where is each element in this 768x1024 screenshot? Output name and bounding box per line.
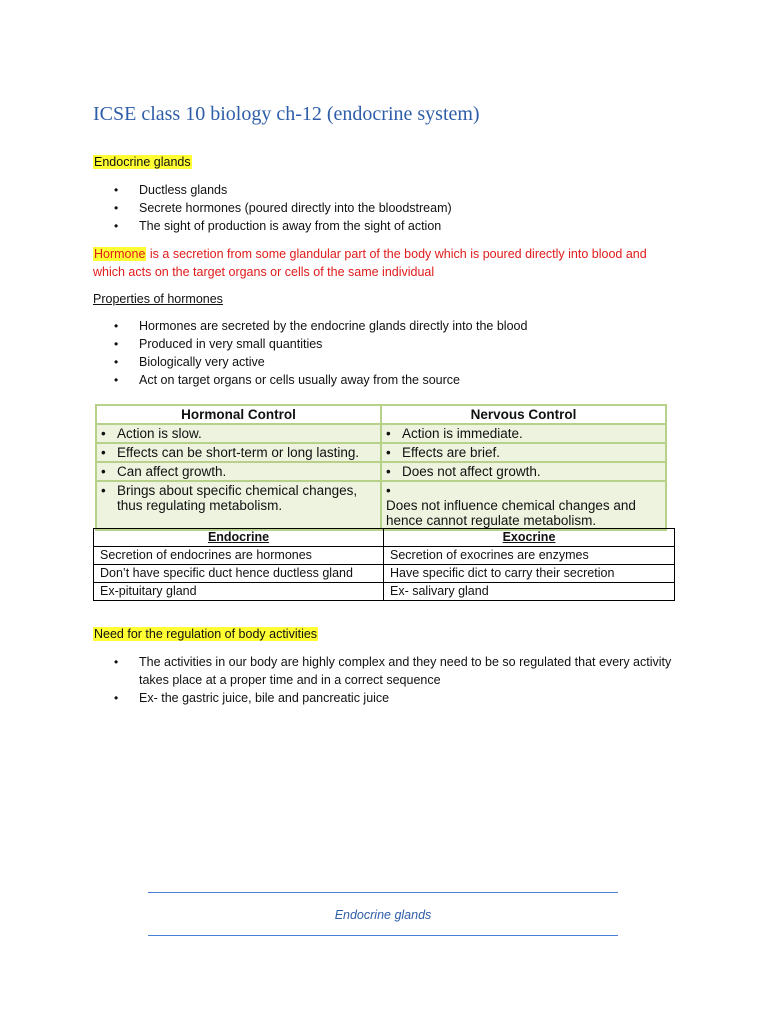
list-item-text: Ductless glands [139, 183, 228, 197]
list-item-text: Act on target organs or cells usually away from the source [139, 373, 460, 387]
document-title: ICSE class 10 biology ch-12 (endocrine system) [93, 103, 480, 125]
list-item [93, 217, 452, 235]
bullet-icon: • [386, 445, 391, 460]
hormonal-vs-nervous-table [95, 404, 667, 531]
bullet-icon: • [101, 464, 106, 479]
bullet-icon: • [386, 464, 391, 479]
list-item [93, 199, 452, 217]
table-cell: Ex-pituitary gland [94, 583, 384, 601]
list-item [93, 371, 527, 389]
cell-text: Effects are brief. [402, 445, 501, 460]
hormone-definition-text: is a secretion from some glandular part of the body which is poured directly into blood and which acts on the target organs or cells of the same individual [93, 247, 647, 279]
hormone-definition [93, 245, 675, 281]
bullet-icon: • [101, 483, 106, 498]
endocrine-glands-list [93, 181, 452, 235]
bullet-icon: • [114, 319, 119, 333]
list-item-text: Ex- the gastric juice, bile and pancreatic juice [139, 691, 390, 705]
list-item [93, 653, 675, 689]
table-cell [96, 481, 381, 530]
regulation-heading [93, 625, 318, 643]
bullet-icon: • [386, 483, 391, 498]
endocrine-vs-exocrine-table [93, 528, 675, 601]
cell-text: Effects can be short-term or long lasting. [117, 445, 360, 460]
table-header-row [96, 405, 666, 424]
bullet-icon: • [114, 219, 119, 233]
hormone-term: Hormone [94, 247, 146, 261]
table-cell [381, 481, 666, 530]
bullet-icon: • [114, 691, 119, 705]
table-cell: Have specific dict to carry their secretion [384, 565, 675, 583]
bullet-icon: • [114, 183, 119, 197]
list-item [93, 317, 527, 335]
bullet-icon: • [101, 445, 106, 460]
nervous-control-header: Nervous Control [381, 405, 666, 424]
list-item-text: Produced in very small quantities [139, 337, 323, 351]
table-header-row [94, 529, 675, 547]
list-item [93, 689, 675, 707]
bullet-icon: • [114, 655, 119, 669]
regulation-list [93, 653, 675, 707]
table-cell [381, 443, 666, 462]
endocrine-header: Endocrine [94, 529, 384, 547]
table-cell [96, 443, 381, 462]
page-footer [148, 892, 618, 936]
table-cell [381, 424, 666, 443]
footer-text: Endocrine glands [334, 908, 432, 922]
exocrine-header: Exocrine [384, 529, 675, 547]
table-cell [96, 424, 381, 443]
list-item-text: Biologically very active [139, 355, 265, 369]
bullet-icon: • [114, 201, 119, 215]
bullet-icon: • [114, 337, 119, 351]
bullet-icon: • [114, 355, 119, 369]
cell-text: Action is immediate. [402, 426, 523, 441]
cell-text: Brings about specific chemical changes, thus regulating metabolism. [117, 483, 358, 513]
table-cell: Secretion of endocrines are hormones [94, 547, 384, 565]
cell-text: Can affect growth. [117, 464, 227, 479]
table-row [94, 547, 675, 565]
list-item [93, 335, 527, 353]
table-cell: Don’t have specific duct hence ductless gland [94, 565, 384, 583]
list-item-text: The activities in our body are highly complex and they need to be so regulated that every activity takes place at a proper time and in a correct sequence [139, 655, 672, 687]
bullet-icon: • [386, 426, 391, 441]
bullet-icon: • [114, 373, 119, 387]
table-row [96, 443, 666, 462]
cell-text: Action is slow. [117, 426, 202, 441]
endocrine-glands-heading-text: Endocrine glands [94, 155, 191, 169]
table-cell [96, 462, 381, 481]
table-row [96, 481, 666, 530]
table-cell: Secretion of exocrines are enzymes [384, 547, 675, 565]
table-row [94, 565, 675, 583]
list-item [93, 353, 527, 371]
table-row [94, 583, 675, 601]
properties-heading: Properties of hormones [93, 292, 223, 306]
cell-text: Does not affect growth. [402, 464, 541, 479]
bullet-icon: • [101, 426, 106, 441]
table-row [96, 424, 666, 443]
list-item-text: The sight of production is away from the sight of action [139, 219, 442, 233]
properties-list [93, 317, 527, 389]
table-cell: Ex- salivary gland [384, 583, 675, 601]
endocrine-glands-heading [93, 153, 192, 171]
list-item-text: Secrete hormones (poured directly into the bloodstream) [139, 201, 452, 215]
list-item [93, 181, 452, 199]
table-row [96, 462, 666, 481]
regulation-heading-text: Need for the regulation of body activities [94, 627, 318, 641]
list-item-text: Hormones are secreted by the endocrine glands directly into the blood [139, 319, 528, 333]
table-cell [381, 462, 666, 481]
hormonal-control-header: Hormonal Control [96, 405, 381, 424]
cell-text: Does not influence chemical changes and hence cannot regulate metabolism. [386, 498, 636, 528]
